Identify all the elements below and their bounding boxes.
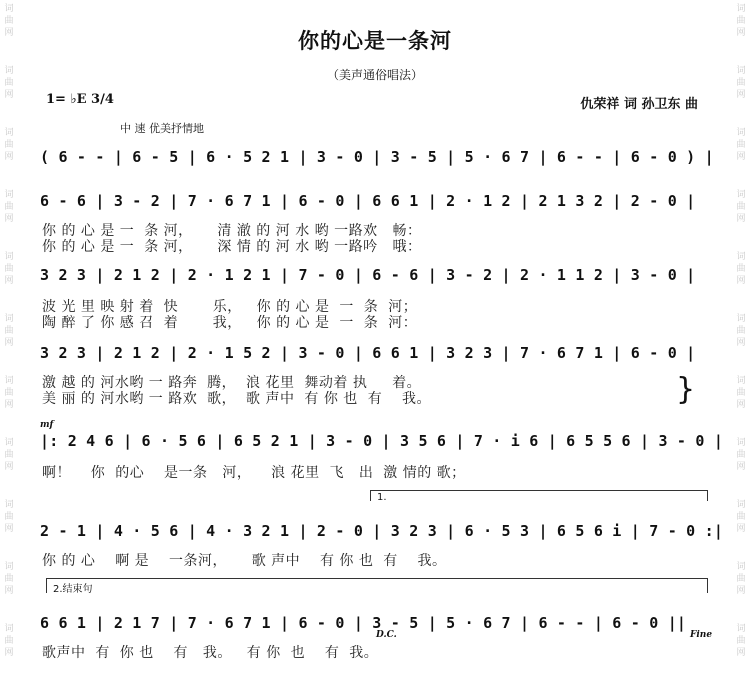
watermark-char: 词 bbox=[4, 438, 14, 448]
watermark-char: 词 bbox=[736, 128, 746, 138]
score-line-4-lyric-2: 美 丽 的 河水哟 一 路欢 歌， 歌 声中 有 你 也 有 我。 bbox=[42, 391, 432, 407]
watermark-char: 网 bbox=[736, 648, 746, 658]
watermark-char: 网 bbox=[736, 214, 746, 224]
watermark-char: 曲 bbox=[4, 16, 14, 26]
watermark-char: 曲 bbox=[736, 264, 746, 274]
watermark-char: 网 bbox=[736, 462, 746, 472]
watermark-char: 曲 bbox=[736, 140, 746, 150]
score-line-5-lyric: 啊！ 你 的心 是一条 河， 浪 花里 飞 出 激 情的 歌； bbox=[42, 465, 466, 481]
score-line-2-lyric-1: 你 的 心 是 一 条 河， 清 澈 的 河 水 哟 一路欢 畅： bbox=[42, 223, 422, 239]
watermark-char: 词 bbox=[736, 624, 746, 634]
watermark-char: 网 bbox=[736, 90, 746, 100]
volta-2-bracket bbox=[46, 578, 708, 593]
watermark-char: 词 bbox=[4, 314, 14, 324]
watermark-char: 词 bbox=[736, 190, 746, 200]
watermark-char: 网 bbox=[4, 586, 14, 596]
score-line-5-notes: |: 2 4 6 | 6 · 5 6 | 6 5 2 1 | 3 - 0 | 3 5 6 | 7 · i 6 | 6 5 5 6 | 3 - 0 | bbox=[40, 432, 724, 450]
score-line-6-lyric: 你 的 心 啊 是 一条河， 歌 声中 有 你 也 有 我。 bbox=[42, 553, 447, 569]
score-line-7-notes: 6 6 1 | 2 1 7 | 7 · 6 7 1 | 6 - 0 | 3 - 5 | 5 · 6 7 | 6 - - | 6 - 0 || bbox=[40, 614, 687, 632]
watermark-char: 网 bbox=[4, 524, 14, 534]
watermark-char: 词 bbox=[4, 190, 14, 200]
dc-marking: D.C. bbox=[376, 630, 397, 640]
watermark-char: 词 bbox=[736, 438, 746, 448]
tempo-marking: 中 速 优美抒情地 bbox=[120, 122, 204, 135]
watermark-char: 词 bbox=[736, 500, 746, 510]
score-line-3-lyric-2: 陶 醉 了 你 感 召 着 我， 你 的 心 是 一 条 河： bbox=[42, 315, 418, 331]
watermark-char: 网 bbox=[736, 586, 746, 596]
watermark-char: 网 bbox=[4, 90, 14, 100]
watermark-char: 网 bbox=[4, 28, 14, 38]
watermark-char: 词 bbox=[736, 376, 746, 386]
watermark-char: 网 bbox=[4, 462, 14, 472]
watermark-char: 曲 bbox=[736, 512, 746, 522]
watermark-char: 词 bbox=[4, 4, 14, 14]
volta-2-label: 2.结束句 bbox=[53, 584, 93, 595]
watermark-char: 曲 bbox=[736, 326, 746, 336]
watermark-char: 词 bbox=[4, 376, 14, 386]
watermark-char: 网 bbox=[4, 276, 14, 286]
score-line-3-lyric-1: 波 光 里 映 射 着 快 乐， 你 的 心 是 一 条 河； bbox=[42, 299, 418, 315]
watermark-char: 词 bbox=[4, 624, 14, 634]
watermark-char: 词 bbox=[4, 66, 14, 76]
key-signature: 1= ♭E 3/4 bbox=[46, 92, 114, 107]
watermark-char: 网 bbox=[736, 524, 746, 534]
watermark-char: 网 bbox=[736, 338, 746, 348]
watermark-char: 词 bbox=[736, 562, 746, 572]
watermark-char: 曲 bbox=[736, 16, 746, 26]
watermark-char: 网 bbox=[736, 276, 746, 286]
watermark-char: 网 bbox=[4, 214, 14, 224]
score-line-7-lyric: 歌声中 有 你 也 有 我。 有 你 也 有 我。 bbox=[42, 645, 379, 661]
song-title: 你的心是一条河 bbox=[298, 28, 452, 53]
score-line-3-notes: 3 2 3 | 2 1 2 | 2 · 1 2 1 | 7 - 0 | 6 - 6 | 3 - 2 | 2 · 1 1 2 | 3 - 0 | bbox=[40, 266, 696, 284]
watermark-char: 词 bbox=[4, 128, 14, 138]
watermark-char: 词 bbox=[736, 66, 746, 76]
watermark-char: 网 bbox=[4, 152, 14, 162]
song-credits: 仇荣祥 词 孙卫东 曲 bbox=[580, 97, 698, 112]
volta-1-label: 1. bbox=[377, 492, 387, 503]
watermark-char: 网 bbox=[736, 400, 746, 410]
watermark-char: 曲 bbox=[736, 450, 746, 460]
watermark-char: 曲 bbox=[4, 574, 14, 584]
watermark-char: 曲 bbox=[4, 264, 14, 274]
watermark-char: 曲 bbox=[4, 450, 14, 460]
watermark-char: 网 bbox=[4, 648, 14, 658]
watermark-char: 曲 bbox=[4, 512, 14, 522]
dynamic-marking: mf bbox=[40, 420, 54, 430]
watermark-char: 曲 bbox=[4, 140, 14, 150]
verse-brace: } bbox=[676, 372, 696, 407]
watermark-char: 网 bbox=[736, 152, 746, 162]
watermark-char: 词 bbox=[736, 314, 746, 324]
watermark-char: 词 bbox=[4, 252, 14, 262]
watermark-char: 曲 bbox=[4, 202, 14, 212]
score-line-4-lyric-1: 激 越 的 河水哟 一 路奔 腾， 浪 花里 舞动着 执 着。 bbox=[42, 375, 422, 391]
score-line-2-notes: 6 - 6 | 3 - 2 | 7 · 6 7 1 | 6 - 0 | 6 6 1 | 2 · 1 2 | 2 1 3 2 | 2 - 0 | bbox=[40, 192, 696, 210]
watermark-char: 词 bbox=[736, 4, 746, 14]
score-line-1-notes: ( 6 - - | 6 - 5 | 6 · 5 2 1 | 3 - 0 | 3 - 5 | 5 · 6 7 | 6 - - | 6 - 0 ) | bbox=[40, 148, 714, 166]
watermark-right bbox=[734, 0, 748, 686]
watermark-char: 词 bbox=[4, 562, 14, 572]
watermark-char: 曲 bbox=[4, 326, 14, 336]
fine-marking: Fine bbox=[690, 630, 713, 640]
watermark-char: 曲 bbox=[736, 388, 746, 398]
volta-1-bracket bbox=[370, 490, 708, 501]
watermark-char: 曲 bbox=[4, 388, 14, 398]
watermark-char: 曲 bbox=[4, 78, 14, 88]
watermark-char: 曲 bbox=[736, 636, 746, 646]
watermark-left bbox=[2, 0, 16, 686]
watermark-char: 词 bbox=[736, 252, 746, 262]
song-subtitle: （美声通俗唱法） bbox=[326, 68, 423, 82]
watermark-char: 曲 bbox=[736, 78, 746, 88]
score-line-6-notes: 2 - 1 | 4 · 5 6 | 4 · 3 2 1 | 2 - 0 | 3 2 3 | 6 · 5 3 | 6 5 6 i | 7 - 0 :| bbox=[40, 522, 724, 540]
score-line-2-lyric-2: 你 的 心 是 一 条 河， 深 情 的 河 水 哟 一路吟 哦： bbox=[42, 239, 422, 255]
watermark-char: 网 bbox=[4, 338, 14, 348]
watermark-char: 曲 bbox=[736, 202, 746, 212]
watermark-char: 曲 bbox=[4, 636, 14, 646]
watermark-char: 网 bbox=[736, 28, 746, 38]
watermark-char: 网 bbox=[4, 400, 14, 410]
watermark-char: 曲 bbox=[736, 574, 746, 584]
watermark-char: 词 bbox=[4, 500, 14, 510]
score-line-4-notes: 3 2 3 | 2 1 2 | 2 · 1 5 2 | 3 - 0 | 6 6 1 | 3 2 3 | 7 · 6 7 1 | 6 - 0 | bbox=[40, 344, 696, 362]
